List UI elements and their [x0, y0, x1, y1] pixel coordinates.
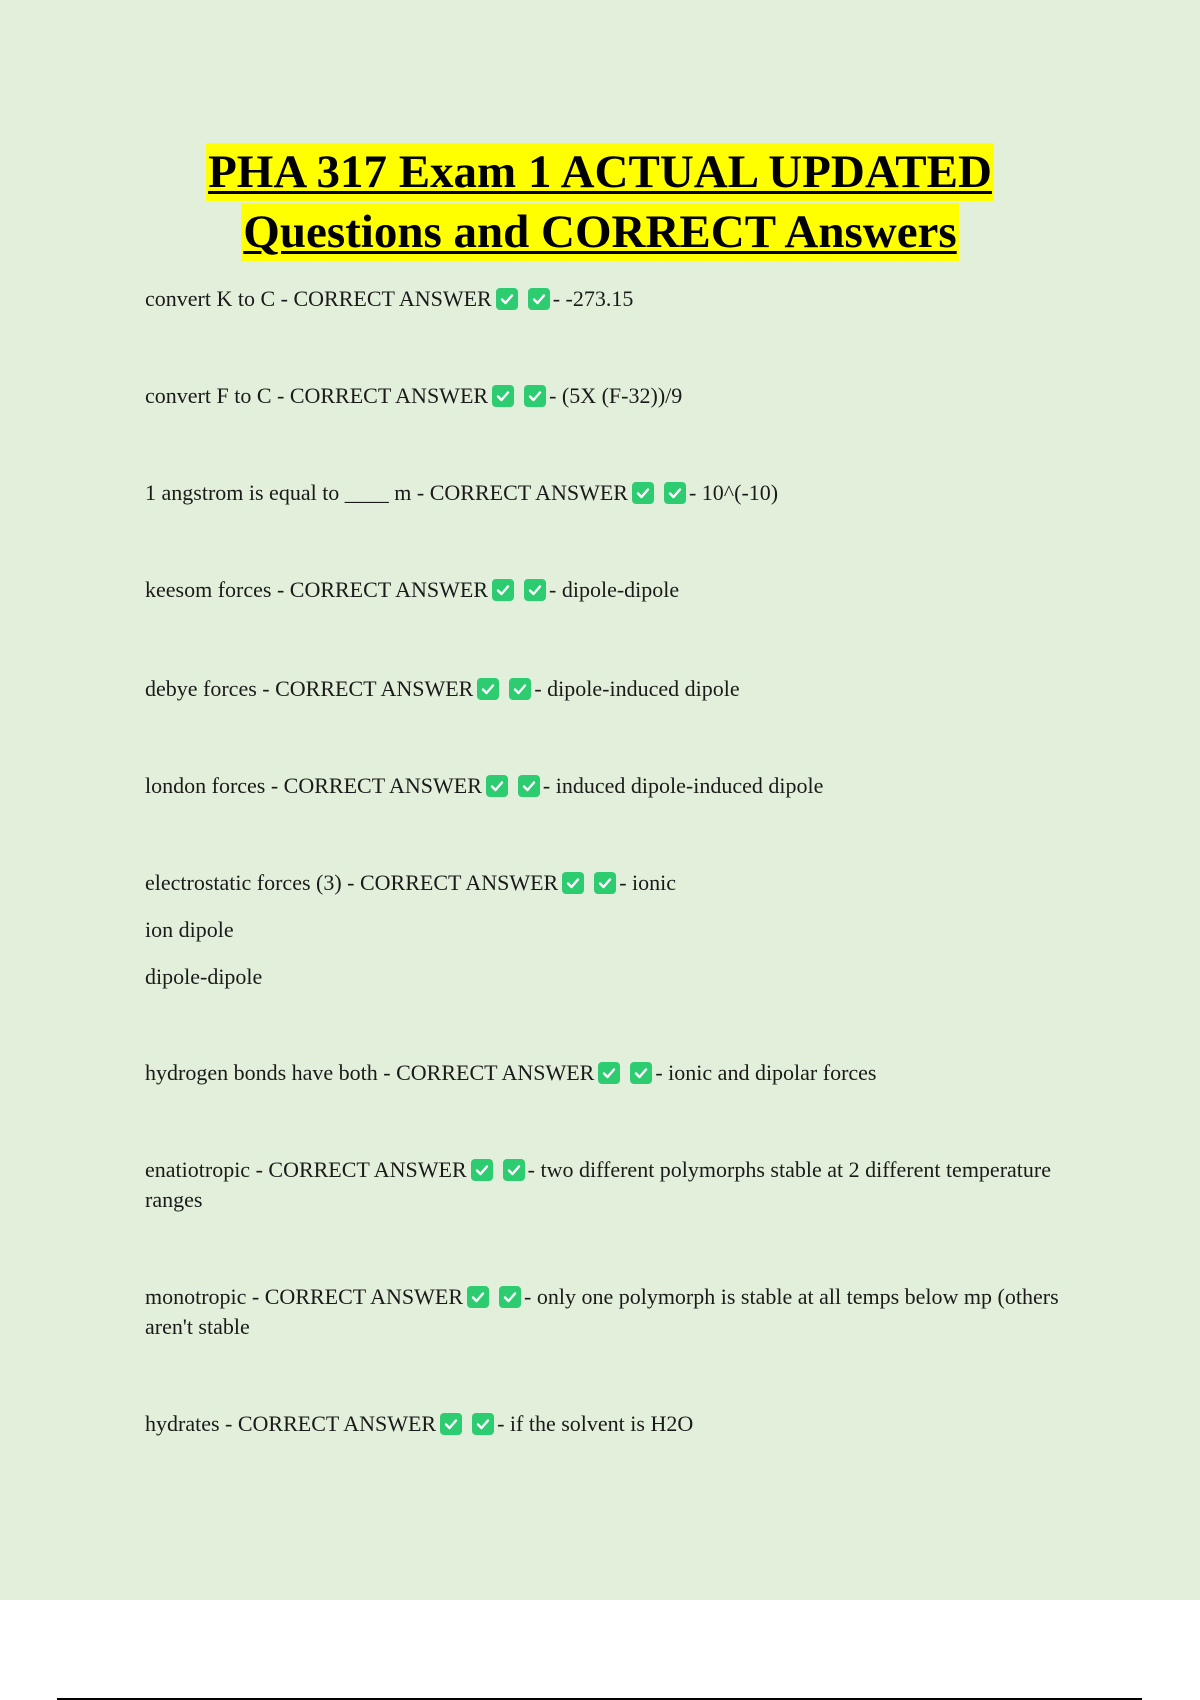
check-box-icon: [477, 678, 499, 700]
qa-item: [145, 1409, 1085, 1439]
answer-text: - only one polymorph is stable at all temps below mp (others aren't stable: [145, 1284, 1059, 1339]
qa-item: [145, 1155, 1085, 1215]
question-text: 1 angstrom is equal to ____ m - CORRECT ANSWER: [145, 480, 628, 505]
answer-text: - ionic: [619, 870, 677, 895]
check-box-icon: [471, 1159, 493, 1181]
check-box-icon: [664, 482, 686, 504]
question-text: keesom forces - CORRECT ANSWER: [145, 577, 489, 602]
question-text: electrostatic forces (3) - CORRECT ANSWER: [145, 870, 559, 895]
answer-text: - two different polymorphs stable at 2 different temperature ranges: [145, 1157, 1051, 1212]
answer-text: - dipole-induced dipole: [534, 676, 740, 701]
check-box-icon: [486, 775, 508, 797]
question-text: convert F to C - CORRECT ANSWER: [145, 383, 489, 408]
qa-item: [145, 771, 1085, 801]
check-box-icon: [492, 579, 514, 601]
answer-text: - dipole-dipole: [549, 577, 680, 602]
title-line-1: PHA 317 Exam 1 ACTUAL UPDATED: [206, 143, 994, 201]
check-box-icon: [503, 1159, 525, 1181]
question-text: hydrates - CORRECT ANSWER: [145, 1411, 437, 1436]
question-text: enatiotropic - CORRECT ANSWER: [145, 1157, 467, 1182]
question-text: london forces - CORRECT ANSWER: [145, 773, 482, 798]
answer-extra-line: dipole-dipole: [145, 964, 263, 989]
question-text: convert K to C - CORRECT ANSWER: [145, 286, 492, 311]
check-box-icon: [632, 482, 654, 504]
document-title: [0, 143, 1200, 263]
check-box-icon: [509, 678, 531, 700]
answer-text: - 10^(-10): [688, 480, 779, 505]
check-box-icon: [467, 1286, 489, 1308]
answer-text: - (5X (F-32))/9: [549, 383, 683, 408]
check-box-icon: [598, 1062, 620, 1084]
title-line-2: Questions and CORRECT Answers: [241, 203, 958, 261]
qa-item: [145, 1282, 1085, 1342]
question-text: monotropic - CORRECT ANSWER: [145, 1284, 463, 1309]
qa-item: [145, 478, 1085, 508]
check-box-icon: [524, 385, 546, 407]
answer-text: - if the solvent is H2O: [497, 1411, 694, 1436]
answer-text: - -273.15: [552, 286, 634, 311]
check-box-icon: [524, 579, 546, 601]
question-text: debye forces - CORRECT ANSWER: [145, 676, 474, 701]
check-box-icon: [496, 288, 518, 310]
check-box-icon: [492, 385, 514, 407]
answer-text: - induced dipole-induced dipole: [542, 773, 824, 798]
question-text: hydrogen bonds have both - CORRECT ANSWER: [145, 1060, 595, 1085]
check-box-icon: [528, 288, 550, 310]
check-box-icon: [594, 872, 616, 894]
qa-item: [145, 284, 1085, 314]
answer-extra-line: ion dipole: [145, 917, 234, 942]
qa-item: [145, 674, 1085, 704]
qa-item: [145, 868, 1085, 992]
check-box-icon: [440, 1413, 462, 1435]
check-box-icon: [562, 872, 584, 894]
check-box-icon: [472, 1413, 494, 1435]
check-box-icon: [499, 1286, 521, 1308]
qa-item: [145, 1058, 1085, 1088]
qa-item: [145, 381, 1085, 411]
check-box-icon: [630, 1062, 652, 1084]
answer-text: - ionic and dipolar forces: [655, 1060, 877, 1085]
check-box-icon: [518, 775, 540, 797]
qa-item: [145, 575, 1085, 605]
